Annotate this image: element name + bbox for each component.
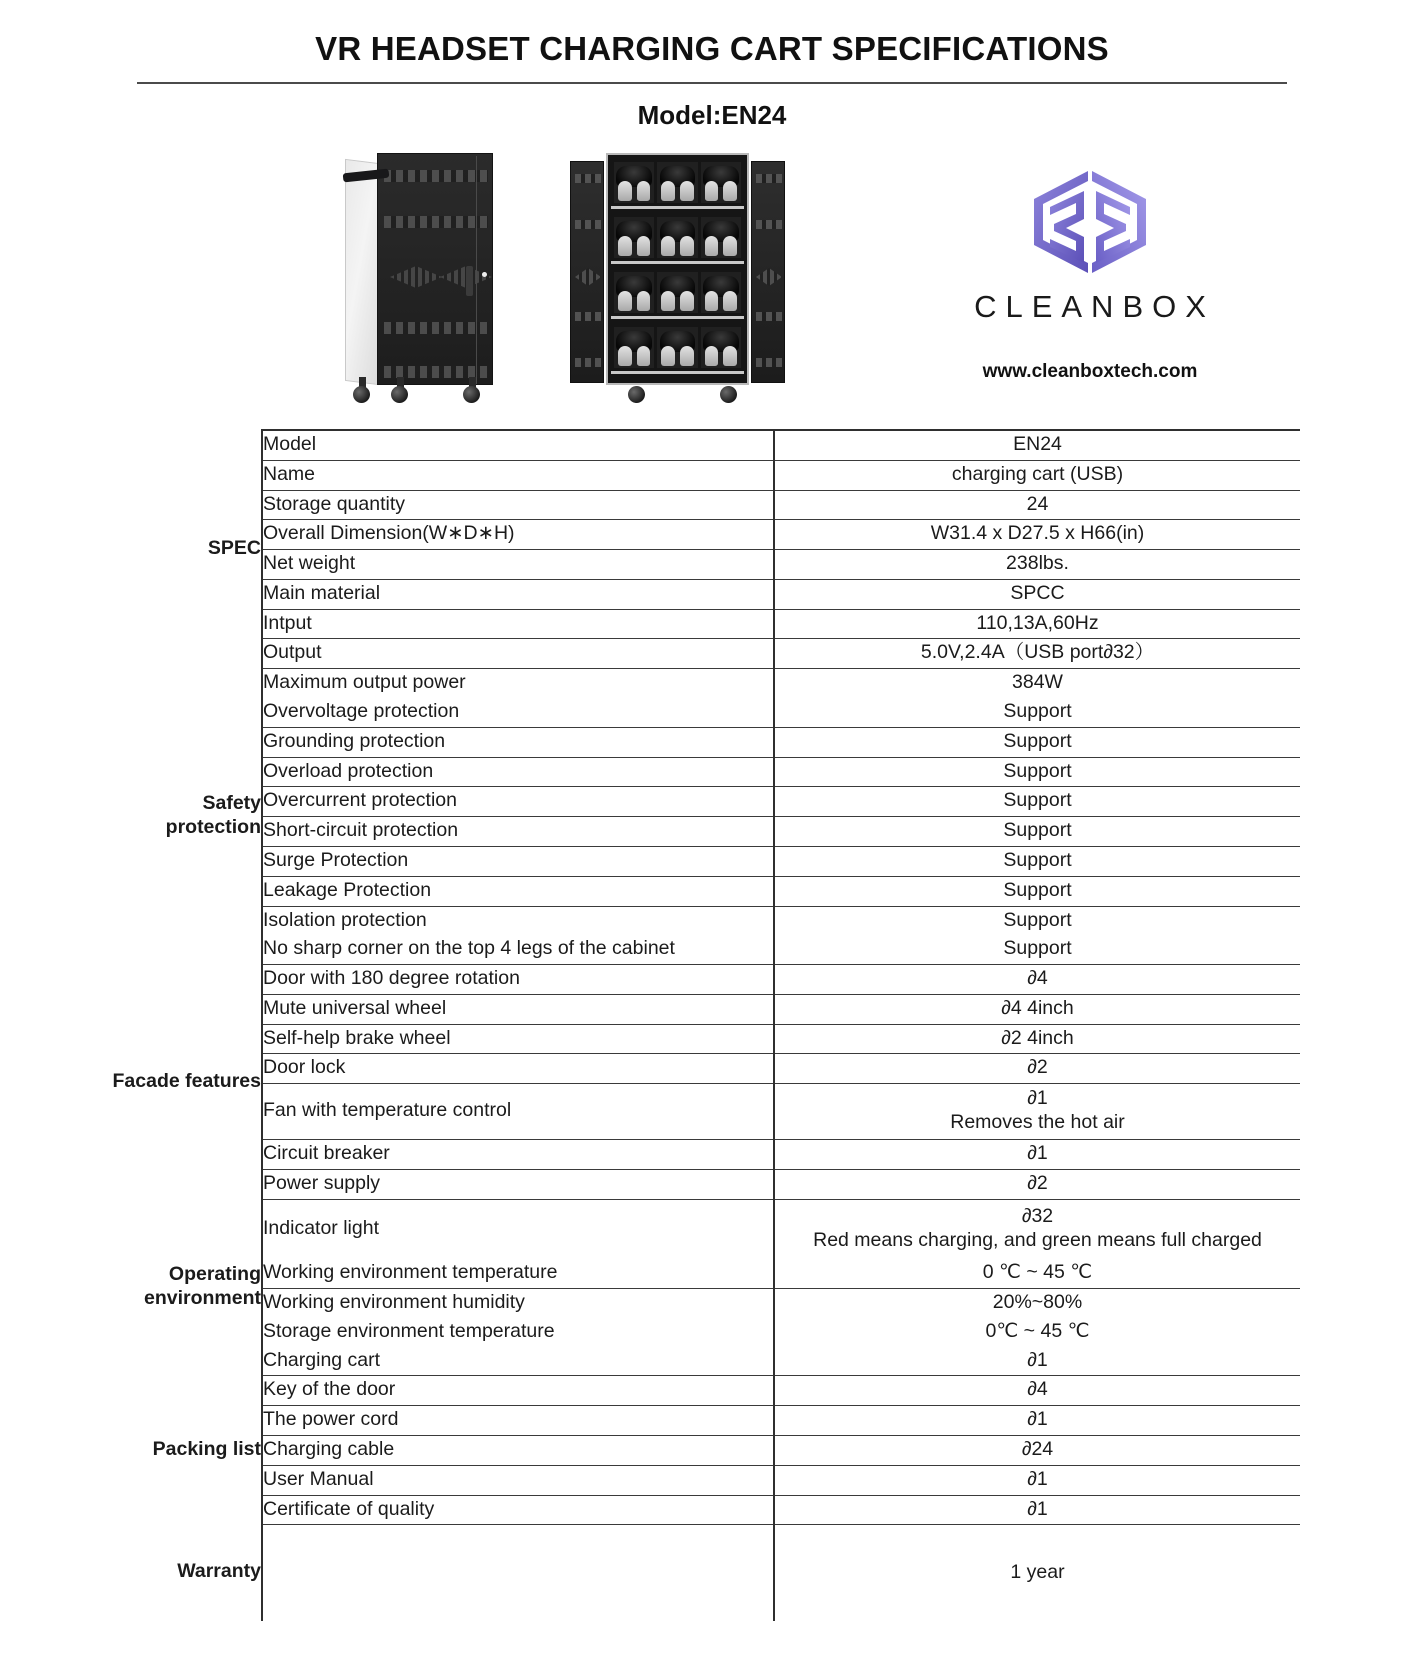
diamond-vent [390,266,442,288]
row-key: Power supply [262,1169,774,1199]
row-value: ∂4 [774,965,1300,995]
table-row [80,1199,1300,1259]
row-value: ∂1 [774,1406,1300,1436]
table-row [80,906,1300,935]
row-value: 0 ℃ ~ 45 ℃ [774,1259,1300,1288]
section-label-spec: SPEC [207,536,261,559]
row-value: ∂24 [774,1435,1300,1465]
caster-wheel [391,386,408,403]
table-row [80,1024,1300,1054]
section-label-facade: Facade features [112,1069,261,1092]
door-handle [466,266,473,296]
row-key: Surge Protection [262,846,774,876]
caster-wheel [353,386,370,403]
row-value: 384W [1012,671,1063,694]
row-key: Intput [262,609,774,639]
section-label-operating [80,1199,262,1376]
row-value: Support [774,817,1300,847]
table-row [80,1084,1300,1140]
row-value: Support [774,935,1300,964]
row-value: 1 year [1010,1560,1065,1583]
row-value-note: Removes the hot air [950,1111,1125,1134]
table-row [80,698,1300,727]
row-value-note: Red means charging, and green means full charged [813,1229,1262,1251]
row-value: 110,13A,60Hz [774,609,1300,639]
row-value: charging cart (USB) [774,460,1300,490]
cart-body [377,153,493,385]
row-key: Working environment temperature [262,1259,774,1288]
table-row [80,965,1300,995]
table-row [80,550,1300,580]
page-title: VR HEADSET CHARGING CART SPECIFICATIONS [315,30,1109,67]
section-label-line2: environment [143,1287,261,1310]
table-row [80,669,1300,698]
table-row [80,1289,1300,1318]
door-seam [476,156,477,384]
table-row [80,757,1300,787]
table-row [80,1347,1300,1376]
section-label-safety [80,669,262,965]
table-row [80,609,1300,639]
headset-shelf [611,214,744,264]
row-key: Grounding protection [262,727,774,757]
cart-side-panel [345,159,379,385]
closed-cart-image [337,153,502,403]
row-value: W31.4 x D27.5 x H66(in) [774,520,1300,550]
row-value: ∂1 [774,1465,1300,1495]
row-value: 238lbs. [774,550,1300,580]
table-row [80,430,1300,460]
table-row [80,787,1300,817]
row-key: Net weight [262,550,774,580]
row-value: ∂2 [774,1054,1300,1084]
row-key: Circuit breaker [262,1140,774,1170]
table-row [80,1525,1300,1621]
row-key: Self-help brake wheel [262,1024,774,1054]
table-row [80,1465,1300,1495]
table-row [80,1259,1300,1288]
brand-block [905,157,1275,383]
headset-shelf [611,269,744,319]
table-row [80,935,1300,964]
row-value: ∂4 [774,1376,1300,1406]
row-key: Name [262,460,774,490]
row-key: No sharp corner on the top 4 legs of the cabinet [262,935,774,964]
row-key: Storage environment temperature [262,1318,774,1347]
section-label-line2: protection [165,816,261,839]
row-key [262,1525,774,1621]
row-key: Short-circuit protection [262,817,774,847]
table-row [80,846,1300,876]
row-key: Storage quantity [262,490,774,520]
table-row [80,994,1300,1024]
cart-door-right [751,161,785,383]
table-row [80,817,1300,847]
row-value [774,1084,1300,1140]
table-row [80,579,1300,609]
hero-section [0,147,1424,417]
row-key: Certificate of quality [262,1495,774,1525]
table-row [80,639,1300,669]
row-key: Charging cart [262,1347,774,1376]
table-row [80,1406,1300,1436]
row-value: ∂2 [774,1169,1300,1199]
row-key: Overload protection [262,757,774,787]
section-label-line1: Operating [168,1263,261,1286]
row-value: Support [774,727,1300,757]
table-row [80,520,1300,550]
row-key: Key of the door [262,1376,774,1406]
row-key: Overall Dimension(W∗D∗H) [262,520,774,550]
title-divider [137,82,1287,84]
headset-shelf [611,159,744,209]
table-row [80,876,1300,906]
table-row [80,1435,1300,1465]
row-key: Charging cable [262,1435,774,1465]
specifications-table [80,429,1300,1621]
headset-shelf [611,324,744,374]
row-value: Support [774,787,1300,817]
row-value [774,1199,1300,1259]
row-key: Overcurrent protection [262,787,774,817]
caster-wheel [628,386,645,403]
row-key: Mute universal wheel [262,994,774,1024]
row-value: SPCC [774,579,1300,609]
row-value: 0℃ ~ 45 ℃ [985,1319,1090,1342]
row-value: ∂4 4inch [774,994,1300,1024]
row-value-primary: ∂1 [1027,1087,1048,1110]
table-row [80,490,1300,520]
row-key: Indicator light [262,1199,774,1259]
row-key: Door lock [262,1054,774,1084]
open-cart-image [570,153,785,403]
section-label-line1: Safety [202,792,261,815]
row-key: Maximum output power [262,669,774,698]
row-value: 24 [774,490,1300,520]
row-key: Output [262,639,774,669]
table-row [80,1318,1300,1347]
row-value: EN24 [774,430,1300,460]
row-value: Support [774,876,1300,906]
vent-slot [384,216,488,228]
cleanbox-logo-icon [1024,167,1156,277]
row-key: User Manual [262,1465,774,1495]
row-key: Model [262,430,774,460]
table-row [80,1140,1300,1170]
table-row [80,1054,1300,1084]
row-value: ∂2 4inch [774,1024,1300,1054]
row-key: Overvoltage protection [262,698,774,727]
cart-interior [606,153,749,385]
row-key: Fan with temperature control [262,1084,774,1140]
vent-slot [384,322,488,334]
table-row [80,727,1300,757]
section-label-warranty: Warranty [177,1560,261,1583]
row-key: Door with 180 degree rotation [262,965,774,995]
row-value: 5.0V,2.4A（USB port∂32） [774,639,1300,669]
section-label-packing: Packing list [152,1437,261,1460]
brand-website: www.cleanboxtech.com [982,361,1198,382]
row-key: The power cord [262,1406,774,1436]
row-value: Support [774,757,1300,787]
row-value: Support [774,698,1300,727]
table-row [80,1376,1300,1406]
row-value: Support [1003,908,1072,931]
row-key: Leakage Protection [262,876,774,906]
table-row [80,460,1300,490]
caster-wheel [463,386,480,403]
specifications-table-wrapper [0,429,1424,1621]
row-value: ∂1 [774,1495,1300,1525]
row-key: Working environment humidity [262,1289,774,1318]
model-subtitle: Model:EN24 [637,100,787,130]
table-row [80,1169,1300,1199]
cart-door-left [570,161,604,383]
vent-slot [384,170,488,182]
row-value-primary: ∂32 [1021,1205,1054,1228]
row-value: Support [774,846,1300,876]
lock-indicator [482,272,487,277]
row-key: Isolation protection [262,906,774,935]
brand-wordmark: CLEANBOX [974,289,1215,324]
table-row [80,1495,1300,1525]
row-key: Main material [262,579,774,609]
caster-wheel [720,386,737,403]
row-value: 20%~80% [992,1291,1083,1314]
row-value: ∂1 [774,1347,1300,1376]
row-value: ∂1 [774,1140,1300,1170]
